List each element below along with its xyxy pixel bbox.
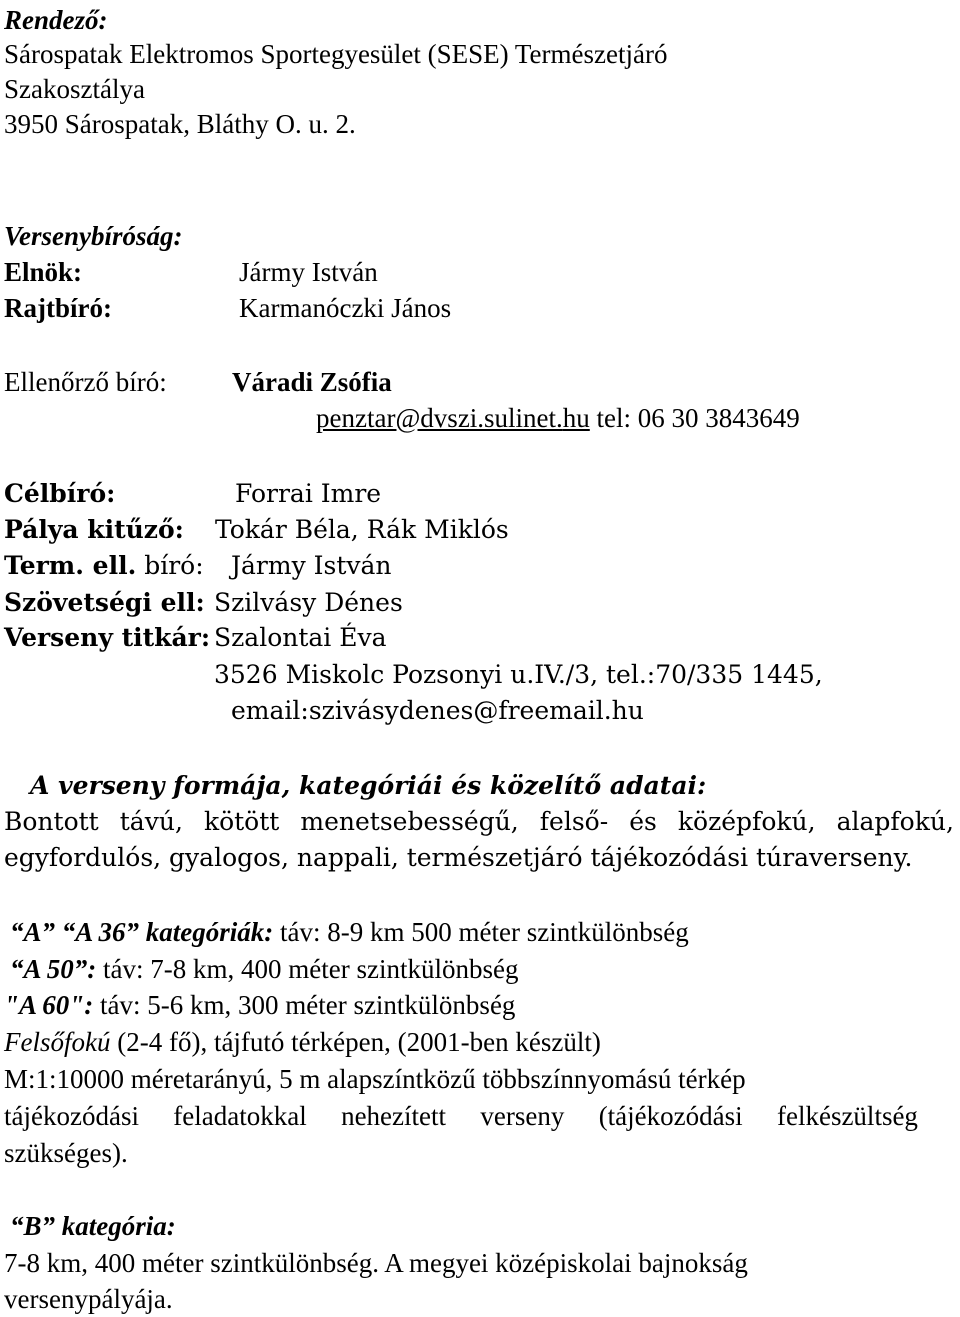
- course-setter-label: Pálya kitűző:: [4, 515, 184, 544]
- map-line: M:1:10000 méretarányú, 5 m alapszíntközű többszínnyomású térkép: [4, 1064, 746, 1094]
- category-a-line: [10, 916, 689, 948]
- category-a-text: táv: 8-9 km 500 méter szintkülönbség: [273, 917, 689, 947]
- category-b-line-2: versenypályája.: [4, 1284, 173, 1314]
- required-line: szükséges).: [4, 1138, 128, 1168]
- category-higher-text: (2-4 fő), tájfutó térképen, (2001-ben készült): [110, 1027, 601, 1057]
- orientation-line: [4, 1100, 918, 1132]
- category-a50-label: “A 50”:: [10, 954, 97, 984]
- jury-heading: Versenybíróság:: [4, 221, 183, 251]
- category-b-heading: “B” kategória:: [10, 1211, 176, 1241]
- category-a60-text: táv: 5-6 km, 300 méter szintkülönbség: [93, 990, 516, 1020]
- secretary-label: Verseny titkár:: [4, 623, 211, 652]
- word: verseny: [480, 1101, 565, 1131]
- category-b-line-1: 7-8 km, 400 méter szintkülönbség. A megyei középiskolai bajnokság: [4, 1248, 748, 1278]
- word: és: [629, 807, 657, 836]
- format-line-2: egyfordulós, gyalogos, nappali, természetjáró tájékozódási túraverseny.: [4, 843, 913, 872]
- category-higher-label: Felsőfokú: [4, 1027, 111, 1057]
- word: nehezített: [341, 1101, 447, 1131]
- controller-phone: tel: 06 30 3843649: [589, 403, 800, 433]
- secretary-name: Szalontai Éva: [214, 623, 387, 652]
- word: Bontott: [4, 807, 99, 836]
- word: középfokú,: [677, 807, 816, 836]
- nature-judge-name: Jármy István: [231, 551, 392, 580]
- category-a-label: “A” “A 36” kategóriák:: [10, 917, 274, 947]
- organizer-line-2: Szakosztálya: [4, 74, 145, 104]
- chair-label: Elnök:: [4, 257, 83, 287]
- category-a60-line: [4, 989, 515, 1021]
- course-setter-names: Tokár Béla, Rák Miklós: [215, 515, 509, 544]
- category-a50-text: táv: 7-8 km, 400 méter szintkülönbség: [96, 954, 519, 984]
- finish-judge-name: Forrai Imre: [235, 479, 382, 508]
- word: feladatokkal: [173, 1101, 307, 1131]
- organizer-address: 3950 Sárospatak, Bláthy O. u. 2.: [4, 109, 356, 139]
- federation-name: Szilvásy Dénes: [214, 588, 403, 617]
- start-judge-label: Rajtbíró:: [4, 293, 112, 323]
- word: távú,: [119, 807, 183, 836]
- controller-contact: [316, 402, 800, 434]
- category-a50-line: [10, 953, 518, 985]
- chair-name: Jármy István: [239, 257, 378, 287]
- controller-name: Váradi Zsófia: [232, 367, 392, 397]
- secretary-address: 3526 Miskolc Pozsonyi u.IV./3, tel.:70/335 1445,: [214, 660, 823, 689]
- federation-label: Szövetségi ell:: [4, 588, 205, 617]
- word: (tájékozódási: [598, 1101, 743, 1131]
- nature-judge-label-rest: bíró:: [136, 551, 204, 580]
- format-line-1: [4, 806, 954, 838]
- controller-email-tld[interactable]: hu: [562, 403, 590, 433]
- controller-email[interactable]: penztar@dvszi.sulinet.: [316, 403, 563, 433]
- start-judge-name: Karmanóczki János: [239, 293, 452, 323]
- word: alapfokú,: [836, 807, 954, 836]
- controller-label: Ellenőrző bíró:: [4, 367, 167, 397]
- nature-judge-label: [4, 550, 204, 582]
- word: menetsebességű,: [300, 807, 519, 836]
- category-a60-label: "A 60":: [4, 990, 94, 1020]
- word: felső-: [539, 807, 609, 836]
- format-heading: A verseny formája, kategóriái és közelítő adatai:: [30, 771, 707, 800]
- organizer-line-1: Sárospatak Elektromos Sportegyesület (SESE) Természetjáró: [4, 39, 668, 69]
- word: kötött: [203, 807, 280, 836]
- finish-judge-label: Célbíró:: [4, 479, 116, 508]
- organizer-heading: Rendező:: [4, 5, 108, 35]
- category-higher-line: [4, 1026, 601, 1058]
- nature-judge-label-bold: Term. ell.: [4, 551, 137, 580]
- secretary-email: email:szivásydenes@freemail.hu: [231, 696, 644, 725]
- word: tájékozódási: [4, 1101, 139, 1131]
- word: felkészültség: [776, 1101, 918, 1131]
